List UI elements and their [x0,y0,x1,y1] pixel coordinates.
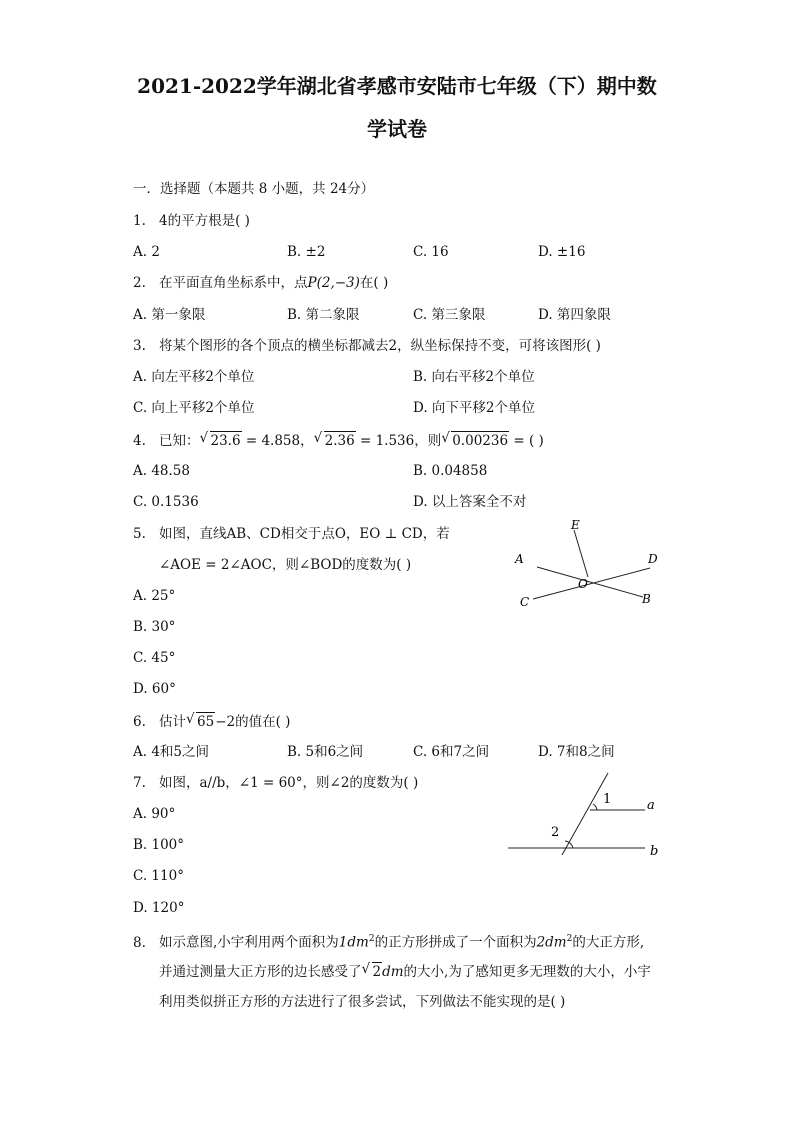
q7-option-a: A. 90° [133,806,176,822]
q4-option-a: A. 48.58 [133,463,190,479]
q1-option-d: D. ±16 [538,244,586,260]
point-label: P(2,−3) [307,275,360,291]
q5-option-b: B. 30° [133,619,176,635]
question-text: 在平面直角坐标系中，点 [159,275,308,291]
angle-1-label: 1 [603,792,612,807]
question-text: 并通过测量大正方形的边长感受了 [159,964,362,980]
q7-figure [505,770,675,860]
unit-expression: 1dm [338,934,369,951]
question-number: 3. [133,338,146,354]
question-8 [133,930,644,952]
q6-option-d: D. 7和8之间 [538,744,615,760]
question-4 [133,431,544,450]
page-title-line2: 学试卷 [367,117,427,141]
superscript: 2 [566,934,573,944]
q1-option-b: B. ±2 [287,244,326,260]
question-text: 4的平方根是( ) [159,213,250,229]
q3-option-a: A. 向左平移2个单位 [133,369,255,385]
q4-option-d: D. 以上答案全不对 [413,494,527,510]
sqrt-expression: √ 2 [372,962,383,981]
q2-option-c: C. 第三象限 [413,307,486,323]
section-heading: 一．选择题（本题共 8 小题，共 24分） [133,181,375,197]
question-5 [133,525,450,543]
q3-option-b: B. 向右平移2个单位 [413,369,535,385]
q6-option-b: B. 5和6之间 [287,744,364,760]
question-text: 估计 [159,714,186,730]
q3-option-d: D. 向下平移2个单位 [413,400,536,416]
q2-option-b: B. 第二象限 [287,307,360,323]
question-text: 如图，直线AB、CD相交于点O，EO ⊥ CD，若 [159,526,450,542]
q6-option-a: A. 4和5之间 [133,744,210,760]
label-d: D [648,552,658,566]
question-7 [133,774,418,792]
question-text: 如示意图,小宇利用两个面积为 [159,934,339,951]
q5-option-c: C. 45° [133,650,176,666]
angle-1-arc [593,804,597,810]
q4-option-b: B. 0.04858 [413,463,488,479]
angle-2-label: 2 [551,825,560,840]
equation-part: = ( ) [509,433,544,449]
line-ab [537,567,643,597]
question-number: 5. [133,526,146,542]
q3-option-c: C. 向上平移2个单位 [133,400,255,416]
unit-expression: 2dm [536,934,567,951]
q5-option-a: A. 25° [133,588,176,604]
page-title-line1: 2021-2022学年湖北省孝感市安陆市七年级（下）期中数 [137,74,657,98]
equation-part: = 4.858， [241,433,314,449]
line-a-label: a [647,798,655,813]
question-text: 将某个图形的各个顶点的横坐标都减去2，纵坐标保持不变，可将该图形( ) [159,338,601,354]
question-text: 的正方形拼成了一个面积为 [374,934,537,951]
label-e: E [571,518,580,532]
question-number: 7. [133,775,146,791]
label-a: A [515,552,524,566]
transversal-line [562,773,608,855]
question-8-line3: 利用类似拼正方形的方法进行了很多尝试，下列做法不能实现的是( ) [159,994,566,1010]
q2-option-a: A. 第一象限 [133,307,206,323]
q7-option-b: B. 100° [133,837,185,853]
question-2 [133,274,388,292]
label-c: C [520,595,530,609]
question-text: 如图，a//b，∠1 = 60°，则∠2的度数为( ) [159,775,419,791]
question-text: 的大小,为了感知更多无理数的大小，小宇 [403,964,651,980]
question-number: 6. [133,714,146,730]
question-number: 8. [133,934,146,951]
equation-part: = 1.536，则 [355,433,442,449]
sqrt-expression: √ 65 [196,712,215,731]
q5-figure [505,515,675,615]
superscript: 2 [368,934,375,944]
q6-option-c: C. 6和7之间 [413,744,490,760]
question-text: 的大正方形, [572,934,645,951]
q7-option-c: C. 110° [133,868,184,884]
q1-option-a: A. 2 [133,244,160,260]
question-number: 2. [133,275,146,291]
q2-option-d: D. 第四象限 [538,307,611,323]
question-6 [133,712,290,731]
label-b: B [642,592,651,606]
sqrt-expression: √ 0.00236 [451,431,509,450]
question-1 [133,212,250,230]
question-8-line2 [159,962,651,981]
question-text: 已知： [159,433,200,449]
q4-option-c: C. 0.1536 [133,494,199,510]
question-text-end: 在( ) [359,275,389,291]
label-o: O [578,577,588,591]
q5-option-d: D. 60° [133,681,176,697]
question-5-line2: ∠AOE = 2∠AOC，则∠BOD的度数为( ) [159,557,412,573]
unit-expression: dm [382,964,404,980]
q1-option-c: C. 16 [413,244,449,260]
question-text-end: −2的值在( ) [215,714,291,730]
line-eo [574,530,588,577]
line-b-label: b [650,844,659,859]
question-3 [133,337,601,355]
question-number: 4. [133,433,146,449]
sqrt-expression: √ 2.36 [324,431,356,450]
question-number: 1. [133,213,146,229]
q7-option-d: D. 120° [133,900,185,916]
sqrt-expression: √ 23.6 [210,431,242,450]
